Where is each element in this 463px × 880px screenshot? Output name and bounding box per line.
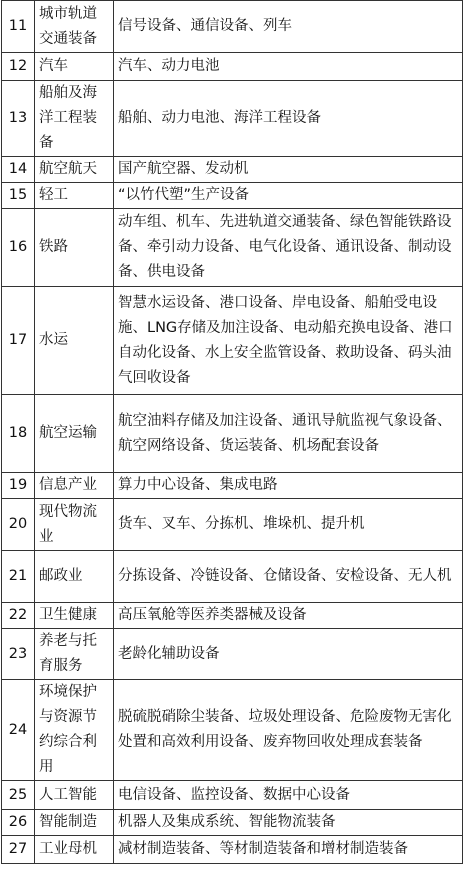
industry-cell: 环境保护与资源节约综合利用 (35, 680, 114, 781)
row-number: 24 (2, 680, 35, 781)
row-number: 25 (2, 781, 35, 810)
industry-cell: 城市轨道交通装备 (35, 1, 114, 53)
table-row (2, 53, 463, 81)
row-number: 19 (2, 473, 35, 499)
table-row (2, 551, 463, 603)
industry-cell: 轻工 (35, 183, 114, 209)
row-number: 13 (2, 81, 35, 157)
industry-cell: 航空航天 (35, 157, 114, 183)
table-row (2, 1, 463, 53)
industry-cell: 智能制造 (35, 810, 114, 836)
equipment-cell: 动车组、机车、先进轨道交通装备、绿色智能铁路设备、牵引动力设备、电气化设备、通讯设备、制动设备、供电设备 (114, 209, 463, 287)
table-row (2, 209, 463, 287)
industry-cell: 邮政业 (35, 551, 114, 603)
equipment-cell: 信号设备、通信设备、列车 (114, 1, 463, 53)
industry-cell: 人工智能 (35, 781, 114, 810)
equipment-cell: “以竹代塑”生产设备 (114, 183, 463, 209)
equipment-cell: 算力中心设备、集成电路 (114, 473, 463, 499)
industry-cell: 铁路 (35, 209, 114, 287)
equipment-cell: 船舶、动力电池、海洋工程设备 (114, 81, 463, 157)
table-row (2, 781, 463, 810)
table-row (2, 836, 463, 864)
equipment-cell: 智慧水运设备、港口设备、岸电设备、船舶受电设施、LNG存储及加注设备、电动船充换电设备、港口自动化设备、水上安全监管设备、救助设备、码头油气回收设备 (114, 287, 463, 395)
table-row (2, 680, 463, 781)
equipment-table (1, 0, 463, 864)
industry-cell: 水运 (35, 287, 114, 395)
industry-cell: 卫生健康 (35, 603, 114, 629)
industry-cell: 船舶及海洋工程装备 (35, 81, 114, 157)
equipment-cell: 脱硫脱硝除尘装备、垃圾处理设备、危险废物无害化处置和高效利用设备、废弃物回收处理成套装备 (114, 680, 463, 781)
industry-cell: 汽车 (35, 53, 114, 81)
equipment-cell: 老龄化辅助设备 (114, 629, 463, 680)
industry-cell: 现代物流业 (35, 499, 114, 551)
industry-cell: 航空运输 (35, 395, 114, 473)
equipment-cell: 汽车、动力电池 (114, 53, 463, 81)
table-row (2, 287, 463, 395)
equipment-cell: 机器人及集成系统、智能物流装备 (114, 810, 463, 836)
equipment-cell: 国产航空器、发动机 (114, 157, 463, 183)
row-number: 12 (2, 53, 35, 81)
table-row (2, 499, 463, 551)
equipment-cell: 货车、叉车、分拣机、堆垛机、提升机 (114, 499, 463, 551)
row-number: 21 (2, 551, 35, 603)
row-number: 26 (2, 810, 35, 836)
row-number: 23 (2, 629, 35, 680)
table-row (2, 603, 463, 629)
equipment-cell: 减材制造装备、等材制造装备和增材制造装备 (114, 836, 463, 864)
table-row (2, 395, 463, 473)
table-row (2, 629, 463, 680)
table-row (2, 183, 463, 209)
row-number: 16 (2, 209, 35, 287)
industry-cell: 工业母机 (35, 836, 114, 864)
row-number: 14 (2, 157, 35, 183)
equipment-cell: 航空油料存储及加注设备、通讯导航监视气象设备、航空网络设备、货运装备、机场配套设备 (114, 395, 463, 473)
row-number: 15 (2, 183, 35, 209)
industry-cell: 养老与托育服务 (35, 629, 114, 680)
equipment-cell: 高压氧舱等医养类器械及设备 (114, 603, 463, 629)
table-row (2, 157, 463, 183)
table-row (2, 81, 463, 157)
row-number: 18 (2, 395, 35, 473)
row-number: 11 (2, 1, 35, 53)
industry-cell: 信息产业 (35, 473, 114, 499)
table-row (2, 473, 463, 499)
table-row (2, 810, 463, 836)
row-number: 20 (2, 499, 35, 551)
row-number: 22 (2, 603, 35, 629)
row-number: 17 (2, 287, 35, 395)
equipment-cell: 电信设备、监控设备、数据中心设备 (114, 781, 463, 810)
row-number: 27 (2, 836, 35, 864)
equipment-cell: 分拣设备、冷链设备、仓储设备、安检设备、无人机 (114, 551, 463, 603)
